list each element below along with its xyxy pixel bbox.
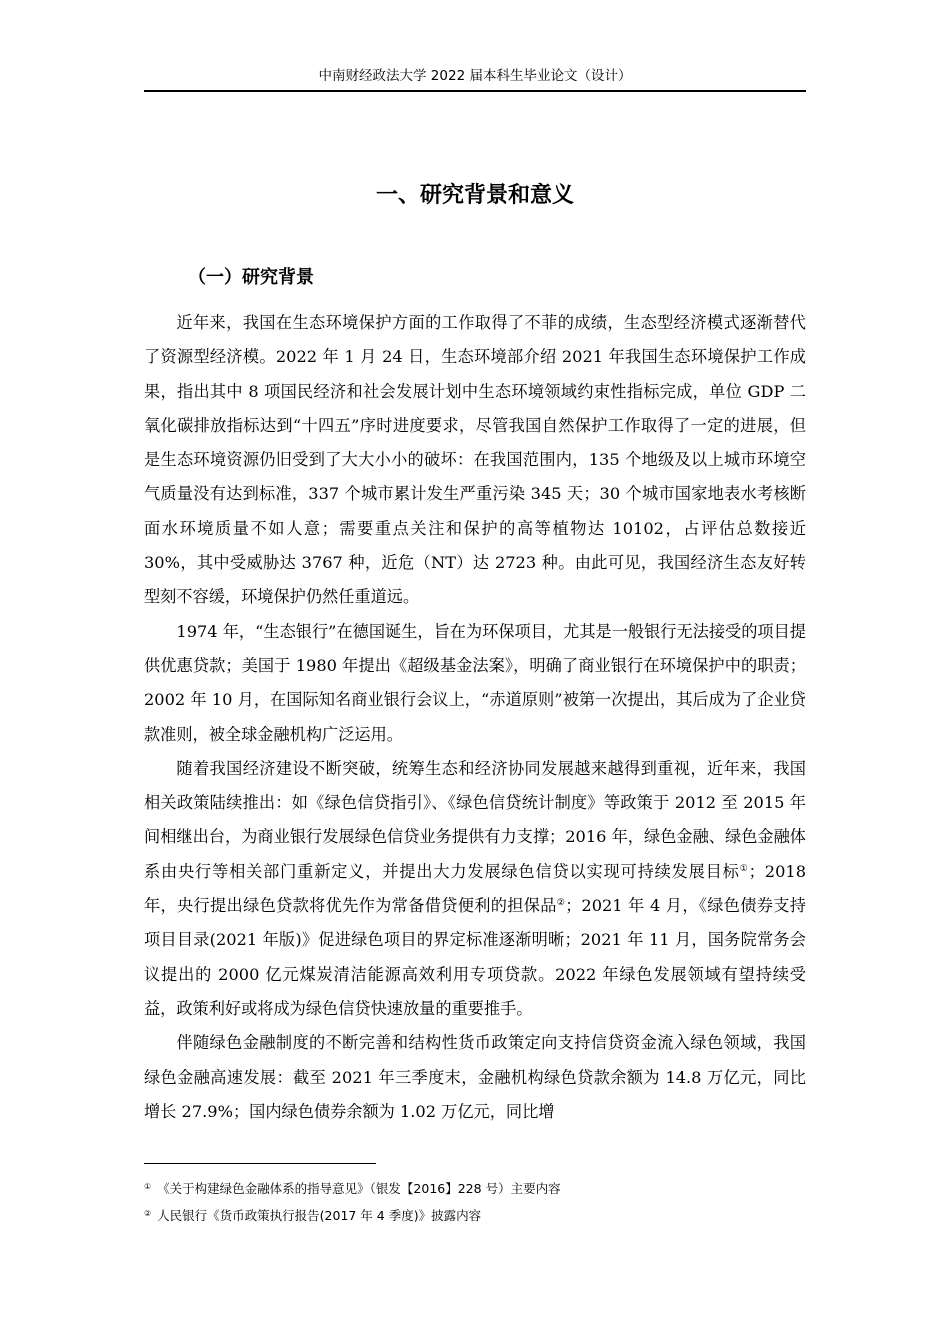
footnote-2-text: 人民银行《货币政策执行报告(2017 年 4 季度)》披露内容 bbox=[157, 1208, 482, 1223]
section-title: （一）研究背景 bbox=[188, 267, 314, 288]
footnotes bbox=[144, 1176, 806, 1230]
paragraph-3-text-a: 随着我国经济建设不断突破，统筹生态和经济协同发展越来越得到重视，近年来，我国相关政策陆续推出：如《绿色信贷指引》、《绿色信贷统计制度》等政策于 2012 至 2015 年间相继出台，为商业银行发展绿色信贷业务提供有力支撑；2016 年，绿色金融、绿色金融体系由央行等相关部门重新定义，并提出大力发展绿色信贷以实现可持续发展目标 bbox=[144, 758, 806, 881]
chapter-title: 一、研究背景和意义 bbox=[375, 183, 574, 208]
paragraph-1 bbox=[144, 306, 806, 615]
paragraph-3-text-c: ；2021 年 4 月，《绿色债券支持项目目录(2021 年版)》促进绿色项目的界定标准逐渐明晰；2021 年 11 月，国务院常务会议提出的 2000 亿元煤炭清洁能源高效利用专项贷款。2022 年绿色发展领域有望持续受益，政策利好或将成为绿色信贷快速放量的重要推手。 bbox=[144, 896, 806, 1018]
footnote-2 bbox=[144, 1203, 806, 1227]
footnote-rule bbox=[144, 1163, 376, 1164]
running-header: 中南财经政法大学 2022 届本科生毕业论文（设计） bbox=[318, 68, 632, 84]
paragraph-3-text-b: ；2018 年，央行提出绿色贷款将优先作为常备借贷便利的担保品 bbox=[144, 861, 806, 916]
header-rule bbox=[144, 90, 806, 92]
body-text bbox=[144, 306, 806, 1129]
paragraph-2-text: 1974 年，“生态银行”在德国诞生，旨在为环保项目，尤其是一般银行无法接受的项目提供优惠贷款；美国于 1980 年提出《超级基金法案》，明确了商业银行在环境保护中的职责；2002 年 10 月，在国际知名商业银行会议上，“赤道原则”被第一次提出，其后成为了企业贷款准则，被全球金融机构广泛运用。 bbox=[144, 621, 806, 744]
footnote-ref-1[interactable]: ① bbox=[739, 863, 749, 874]
footnote-1-text: 《关于构建绿色金融体系的指导意见》（银发【2016】228 号）主要内容 bbox=[157, 1181, 561, 1196]
paragraph-3 bbox=[144, 752, 806, 1026]
paragraph-4 bbox=[144, 1026, 806, 1129]
paragraph-1-text: 近年来，我国在生态环境保护方面的工作取得了不菲的成绩，生态型经济模式逐渐替代了资源型经济模。2022 年 1 月 24 日，生态环境部介绍 2021 年我国生态环境保护工作成果，指出其中 8 项国民经济和社会发展计划中生态环境领域约束性指标完成，单位 GDP 二氧化碳排放指标达到“十四五”序时进度要求，尽管我国自然保护工作取得了一定的进展，但是生态环境资源仍旧受到了大大小小的破坏：在我国范围内，135 个地级及以上城市环境空气质量没有达到标准，337 个城市累计发生严重污染 345 天；30 个城市国家地表水考核断面水环境质量不如人意；需要重点关注和保护的高等植物达 10102，占评估总数接近 30%，其中受威胁达 3767 种，近危（NT）达 2723 种。由此可见，我国经济生态友好转型刻不容缓，环境保护仍然任重道远。 bbox=[144, 313, 806, 607]
footnote-1 bbox=[144, 1176, 806, 1200]
paragraph-2 bbox=[144, 615, 806, 752]
footnote-2-mark: ② bbox=[144, 1209, 152, 1218]
footnote-ref-2[interactable]: ② bbox=[556, 898, 566, 909]
footnote-1-mark: ① bbox=[144, 1182, 152, 1191]
paragraph-4-text: 伴随绿色金融制度的不断完善和结构性货币政策定向支持信贷资金流入绿色领域，我国绿色金融高速发展：截至 2021 年三季度末，金融机构绿色贷款余额为 14.8 万亿元，同比增长 27.9%；国内绿色债券余额为 1.02 万亿元，同比增 bbox=[144, 1033, 806, 1121]
